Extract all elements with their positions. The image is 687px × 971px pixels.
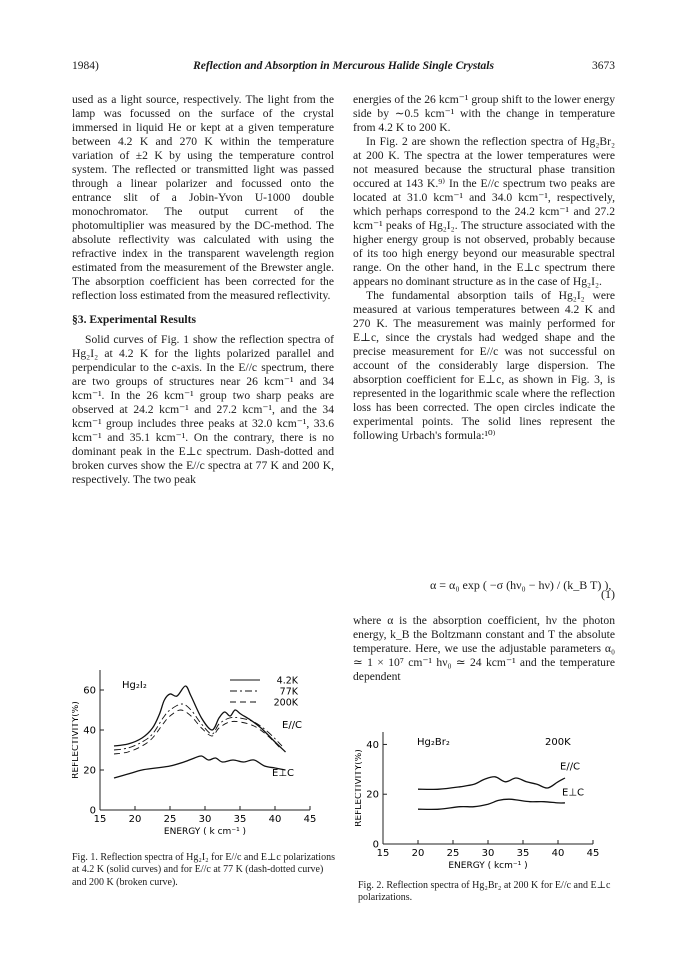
figure-2-chart [355,726,620,878]
series-annotation: E⊥C [272,768,295,779]
running-header [72,60,615,76]
paragraph: In Fig. 2 are shown the reflection spectra of Hg₂Br₂ at 200 K. The spectra at the lower temperatures were not measured because the structural phase transition occured at 143 K.⁹⁾ In the E//c spectrum two peaks are located at 31.0 kcm⁻¹ and 34.0 kcm⁻¹, respectively, which perhaps correspond to the 24.2 kcm⁻¹ and 27.2 kcm⁻¹ peaks of Hg₂I₂. The structure associated with the higher energy group is not observed, probably because of its too high energy beyond our measurable spectral range. On the other hand, in the E⊥c spectrum there appears no dominant structure as in the case of Hg₂I₂. [353,135,615,288]
y-tick-label: 40 [366,739,379,751]
chart-title: Hg₂I₂ [122,680,147,691]
section-heading: §3. Experimental Results [72,313,196,326]
legend-label: 200K [273,697,298,709]
series-line [418,777,565,790]
header-title: Reflection and Absorption in Mercurous Halide Single Crystals [193,60,494,72]
y-tick-label: 40 [83,725,96,737]
x-tick-label: 25 [446,848,460,859]
equation-number: (1) [601,587,615,601]
y-axis-label: REFLECTIVITY(%) [72,701,81,779]
x-tick-label: 45 [303,814,317,825]
series-line [114,756,286,778]
left-column [72,93,334,487]
x-tick-label: 20 [411,848,425,859]
x-axis-label: ENERGY ( kcm⁻¹ ) [448,861,528,871]
x-tick-label: 25 [163,814,177,825]
y-tick-label: 0 [89,805,96,817]
y-tick-label: 20 [83,765,96,777]
series-annotation: E//C [282,720,303,731]
y-tick-label: 0 [372,839,379,851]
legend-label: 4.2K [276,675,298,687]
paragraph: energies of the 26 kcm⁻¹ group shift to the lower energy side by ∼0.5 kcm⁻¹ with the change in temperature from 4.2 K to 200 K. [353,93,615,134]
series-annotation: E⊥C [562,787,585,799]
figure-1-chart [72,662,342,850]
paragraph: Solid curves of Fig. 1 show the reflection spectra of Hg₂I₂ at 4.2 K for the lights polarized parallel and perpendicular to the c-axis. In the E//c spectrum, there are two groups of structures near 26 kcm⁻¹ and 34 kcm⁻¹. In the 26 kcm⁻¹ group two sharp peaks are observed at 24.2 kcm⁻¹ and 27.2 kcm⁻¹, and the 34 kcm⁻¹ group includes three peaks at 32.0 kcm⁻¹, 33.6 kcm⁻¹ and 35.1 kcm⁻¹. On the contrary, there is no dominant peak in the E⊥c spectrum. Dash-dotted and broken curves show the E//c spectra at 77 K and 200 K, respectively. The two peak [72,333,334,486]
x-tick-label: 45 [586,848,600,859]
series-line [114,686,286,752]
x-tick-label: 30 [198,814,212,825]
header-year: 1984) [72,60,99,72]
y-axis-label: REFLECTIVITY(%) [355,749,364,827]
x-tick-label: 30 [481,848,495,859]
x-tick-label: 35 [233,814,247,825]
equation [430,578,615,608]
x-tick-label: 40 [551,848,565,859]
figure-1 [72,662,342,850]
chart-subtitle: 200K [545,737,571,748]
x-tick-label: 15 [376,848,390,859]
y-tick-label: 20 [366,789,379,801]
legend-label: 77K [279,686,298,698]
x-tick-label: 40 [268,814,282,825]
y-tick-label: 60 [83,685,96,697]
series-annotation: E//C [560,761,581,773]
figure-2 [355,726,620,878]
paragraph: used as a light source, respectively. The light from the lamp was focussed on the surface of the crystal immersed in liquid He or kept at a given temperature between 4.2 K and 270 K within the temperature variation of ±2 K by using the temperature control system. The reflected or transmitted light was passed through a linear polarizer and focussed onto the entrance slit of a Jobin-Yvon U-1000 double monochromator. The output current of the photomultiplier was measured by the DC-method. The absolute reflectivity was calculated with using the refractive index in the transparent wavelength region estimated from the measurement of the Brewster angle. The absorption coefficient has been corrected for the reflection loss estimated from the measured reflectivity. [72,93,334,302]
chart-title: Hg₂Br₂ [417,737,450,748]
figure-1-caption: Fig. 1. Reflection spectra of Hg₂I₂ for E//c and E⊥c polarizations at 4.2 K (solid curves) and for E//c at 77 K (dash-dotted curve) and 200 K (broken curve). [72,852,335,888]
x-tick-label: 20 [128,814,142,825]
x-axis-label: ENERGY ( k cm⁻¹ ) [163,827,247,837]
paragraph: The fundamental absorption tails of Hg₂I₂ were measured at various temperatures between 4.2 K and 270 K. The measurement was mainly performed for E⊥c, since the crystals had wedged shape and the precise measurement for E//c was not successful on account of the considerably large dispersion. The absorption coefficient for E⊥c, as shown in Fig. 3, is represented in the logarithmic scale where the reflection loss has been corrected. The open circles indicate the experimental points. The solid lines represent the following Urbach's formula:¹⁰⁾ [353,289,615,442]
x-tick-label: 35 [516,848,530,859]
paragraph: where α is the absorption coefficient, hν the photon energy, k_B the Boltzmann constant and T the absolute temperature. Here, we use the adjustable parameters α₀ ≃ 1 × 10⁷ cm⁻¹ hν₀ ≃ 24 kcm⁻¹ and the temperature dependent [353,614,615,683]
x-tick-label: 15 [93,814,107,825]
series-line [114,710,282,754]
figure-2-caption: Fig. 2. Reflection spectra of Hg₂Br₂ at 200 K for E//c and E⊥c polarizations. [358,880,611,904]
series-line [418,799,565,809]
right-column [353,93,615,443]
page-number: 3673 [592,60,615,72]
equation-body: α = α₀ exp ( −σ (hν₀ − hν) / (k_B T) ), [430,578,612,592]
